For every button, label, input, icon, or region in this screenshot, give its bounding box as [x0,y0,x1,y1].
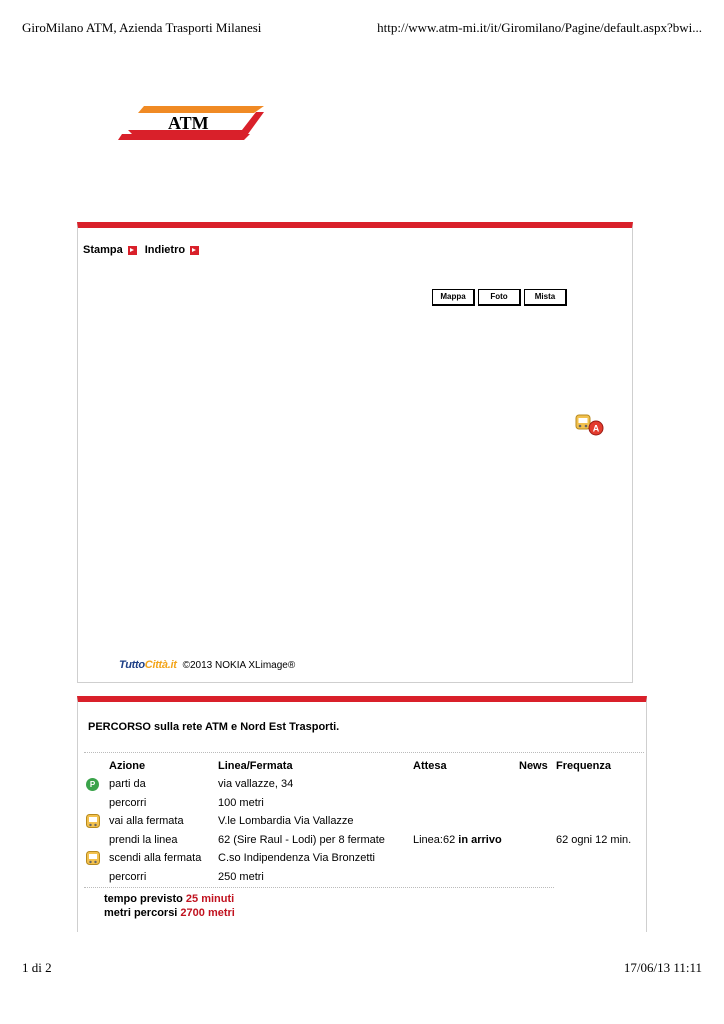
map-toolbar [83,244,207,256]
bus-marker-icon [575,414,607,436]
map-view-tabs [432,289,570,306]
print-link[interactable]: Stampa [83,244,137,256]
header-news: News [519,760,548,772]
tuttocitta-logo[interactable]: TuttoCittà.it [119,659,177,671]
copyright-text: ©2013 NOKIA XLimage® [182,659,296,671]
map-markers[interactable] [575,414,607,436]
route-title: PERCORSO sulla rete ATM e Nord Est Trasporti. [88,721,340,733]
atm-logo[interactable] [118,104,264,144]
tab-mappa[interactable]: Mappa [432,289,475,306]
page-title: GiroMilano ATM, Azienda Trasporti Milanesi [22,20,262,35]
svg-text:ATM: ATM [168,113,209,133]
frequency-value: 62 ogni 12 min. [556,834,632,846]
print-datetime: 17/06/13 11:11 [623,960,702,975]
table-row: P parti da via vallazze, 34 [84,775,644,793]
table-row: scendi alla fermata C.so Indipendenza Via Bronzetti [84,849,644,867]
route-panel [77,696,647,932]
atm-logo-icon [118,104,264,144]
divider [84,887,554,888]
parking-icon: P [86,778,99,791]
table-row: prendi la linea 62 (Sire Raul - Lodi) per 8 fermate Linea:62 in arrivo 62 ogni 12 min. [84,831,644,849]
marker-a-label: A [592,423,600,434]
header-attesa: Attesa [413,760,447,772]
estimated-time: tempo previsto 25 minuti [104,893,235,905]
header-azione: Azione [109,760,146,772]
table-header [84,757,644,775]
table-row: vai alla fermata V.le Lombardia Via Vallazze [84,812,644,830]
arrow-right-icon [190,246,199,255]
divider [84,752,644,753]
tab-mista[interactable]: Mista [524,289,567,306]
print-footer [22,960,702,978]
table-row: percorri 100 metri [109,797,264,809]
tab-foto[interactable]: Foto [478,289,521,306]
route-summary [104,892,235,920]
page-number: 1 di 2 [22,960,52,975]
map-panel [77,222,633,683]
header-frequenza: Frequenza [556,760,612,772]
back-link[interactable]: Indietro [145,244,199,256]
header-linea: Linea/Fermata [218,760,293,772]
bus-stop-icon [86,851,100,865]
total-distance: metri percorsi 2700 metri [104,907,235,919]
bus-stop-icon [86,814,100,828]
table-row: percorri 250 metri [109,871,264,883]
arrow-right-icon [128,246,137,255]
page-url: http://www.atm-mi.it/it/Giromilano/Pagine/default.aspx?bwi... [377,20,702,35]
print-header [22,20,702,38]
wait-status: Linea:62 in arrivo [413,834,502,846]
map-credits [119,659,295,671]
